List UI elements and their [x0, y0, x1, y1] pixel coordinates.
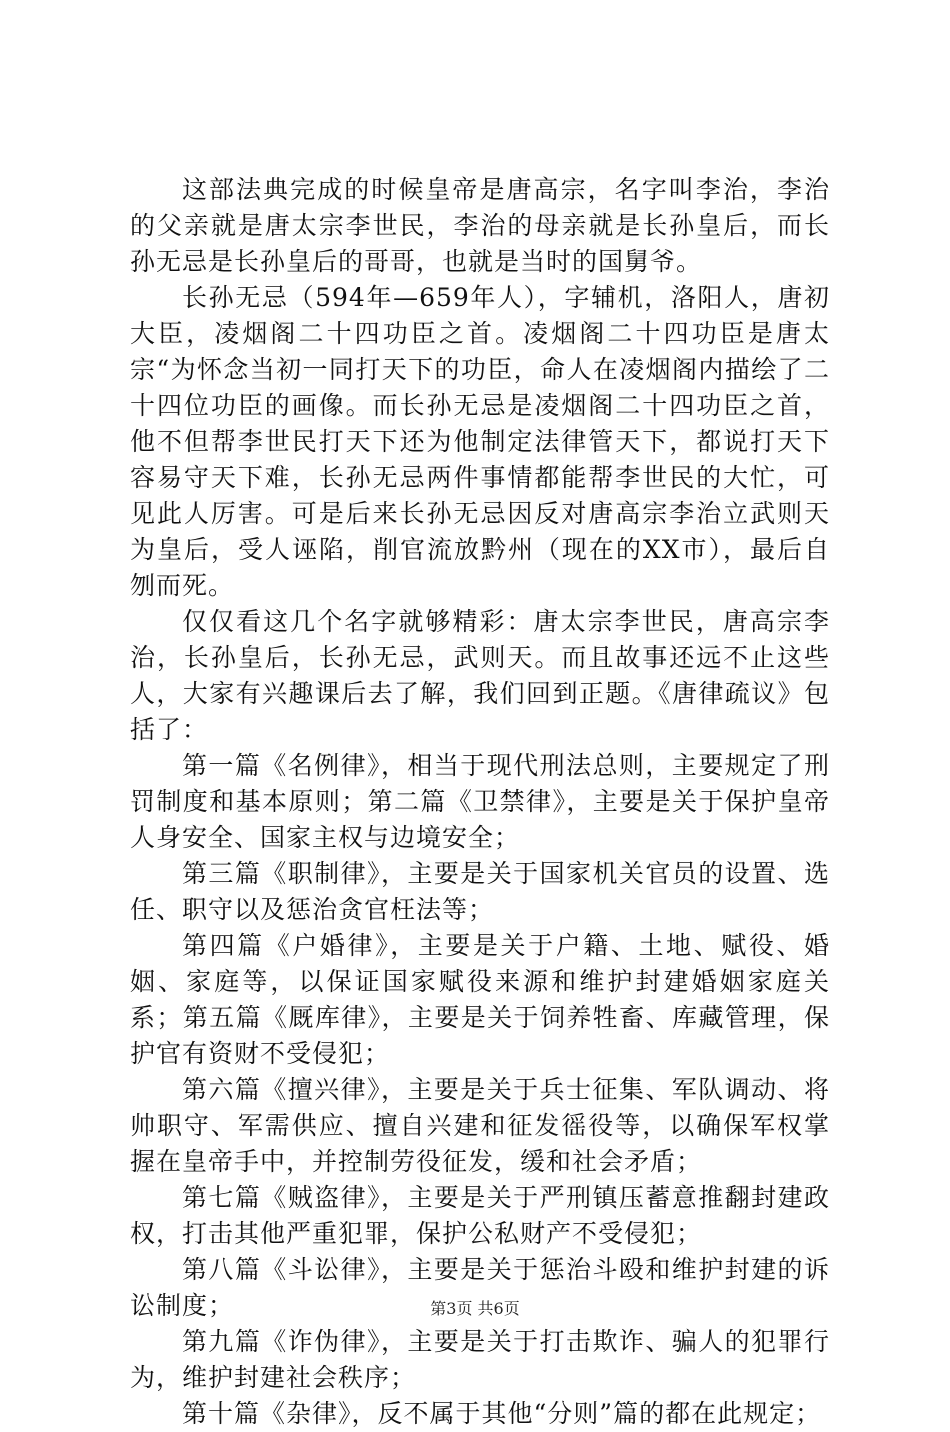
paragraph: 第十篇《杂律》，反不属于其他“分则”篇的都在此规定；: [182, 1399, 822, 1428]
paragraph: 第八篇《斗讼律》，主要是关于惩治斗殴和维护封建的诉讼制度；: [130, 1255, 830, 1320]
paragraph: 这部法典完成的时候皇帝是唐高宗，名字叫李治，李治的父亲就是唐太宗李世民，李治的母亲就是长孙皇后，而长孙无忌是长孙皇后的哥哥，也就是当时的国舅爷。: [130, 175, 830, 276]
paragraph: 仅仅看这几个名字就够精彩：唐太宗李世民，唐高宗李治，长孙皇后，长孙无忌，武则天。而且故事还远不止这些人，大家有兴趣课后去了解，我们回到正题。《唐律疏议》包括了：: [130, 607, 830, 744]
paragraph: 第四篇《户婚律》，主要是关于户籍、土地、赋役、婚姻、家庭等，以保证国家赋役来源和维护封建婚姻家庭关系；第五篇《厩库律》，主要是关于饲养牲畜、库藏管理，保护官有资财不受侵犯；: [130, 931, 830, 1068]
paragraph: 第六篇《擅兴律》，主要是关于兵士征集、军队调动、将帅职守、军需供应、擅自兴建和征发徭役等，以确保军权掌握在皇帝手中，并控制劳役征发，缓和社会矛盾；: [130, 1075, 830, 1176]
paragraph: 长孙无忌（594年—659年人），字辅机，洛阳人，唐初大臣，凌烟阁二十四功臣之首。凌烟阁二十四功臣是唐太宗“为怀念当初一同打天下的功臣，命人在凌烟阁内描绘了二十四位功臣的画像。而长孙无忌是凌烟阁二十四功臣之首，他不但帮李世民打天下还为他制定法律管天下，都说打天下容易守天下难，长孙无忌两件事情都能帮李世民的大忙，可见此人厉害。可是后来长孙无忌因反对唐高宗李治立武则天为皇后，受人诬陷，削官流放黔州（现在的XX市），最后自刎而死。: [130, 283, 830, 600]
page-number-footer: 第3页 共6页: [430, 1299, 520, 1318]
document-body: [130, 172, 830, 1432]
paragraph: 第一篇《名例律》，相当于现代刑法总则，主要规定了刑罚制度和基本原则；第二篇《卫禁律》，主要是关于保护皇帝人身安全、国家主权与边境安全；: [130, 751, 830, 852]
paragraph: 第三篇《职制律》，主要是关于国家机关官员的设置、选任、职守以及惩治贪官枉法等；: [130, 859, 830, 924]
paragraph: 第九篇《诈伪律》，主要是关于打击欺诈、骗人的犯罪行为，维护封建社会秩序；: [130, 1327, 830, 1392]
paragraph: 第七篇《贼盗律》，主要是关于严刑镇压蓄意推翻封建政权，打击其他严重犯罪，保护公私财产不受侵犯；: [130, 1183, 830, 1248]
